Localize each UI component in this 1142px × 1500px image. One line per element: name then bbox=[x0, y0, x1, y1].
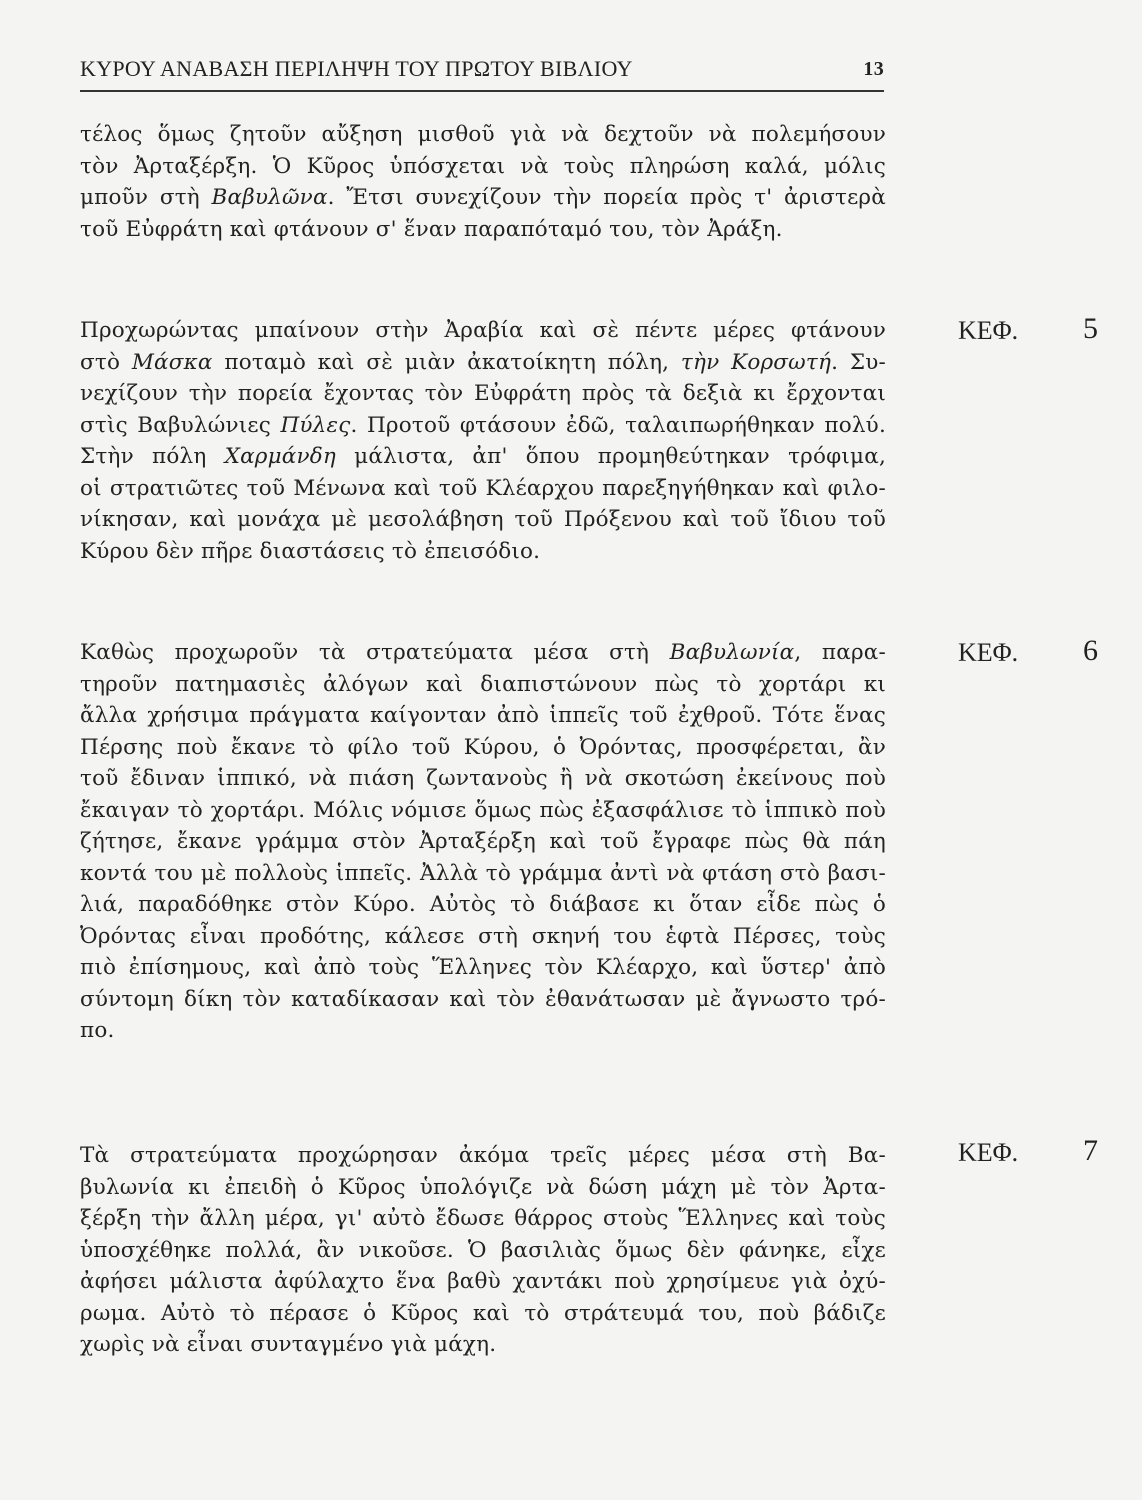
text-run: ξέρξη τὴν ἄλλη μέρα, γι' αὐτὸ ἔδωσε θάρρος στοὺς Ἕλληνες καὶ τοὺς bbox=[80, 1206, 886, 1231]
text-run: βυλωνία κι ἐπειδὴ ὁ Κῦρος ὑπολόγιζε νὰ δώση μάχη μὲ τὸν Ἀρτα- bbox=[80, 1174, 886, 1200]
text-line bbox=[80, 637, 886, 669]
text-run: ρωμα. Αὐτὸ τὸ πέρασε ὁ Κῦρος καὶ τὸ στράτευμά του, ποὺ βάδιζε bbox=[80, 1300, 886, 1326]
italic-term: τὴν Κορσωτή bbox=[680, 349, 832, 375]
text-run: τοῦ ἔδιναν ἱππικό, νὰ πιάση ζωντανοὺς ἢ νὰ σκοτώση ἐκείνους ποὺ bbox=[80, 766, 886, 791]
text-run: ποταμὸ καὶ σὲ μιὰν ἀκατοίκητη πόλη, bbox=[212, 349, 681, 375]
text-line bbox=[80, 1235, 886, 1267]
text-line bbox=[80, 921, 886, 953]
text-line bbox=[80, 763, 886, 795]
text-run: Στὴν πόλη bbox=[80, 444, 225, 469]
text-line bbox=[80, 347, 886, 379]
text-run: Προχωρώντας μπαίνουν στὴν Ἀραβία καὶ σὲ πέντε μέρες φτάνουν bbox=[80, 318, 886, 343]
text-line bbox=[80, 151, 886, 183]
text-run: ὑποσχέθηκε πολλά, ἂν νικοῦσε. Ὁ βασιλιὰς ὅμως δὲν φάνηκε, εἶχε bbox=[80, 1237, 886, 1263]
text-line bbox=[80, 1015, 886, 1047]
text-run: πο. bbox=[80, 1018, 115, 1043]
text-run: , παρα- bbox=[794, 640, 886, 665]
text-run: κοντά του μὲ πολλοὺς ἱππεῖς. Ἀλλὰ τὸ γράμμα ἀντὶ νὰ φτάση στὸ βασι- bbox=[80, 860, 886, 886]
text-line bbox=[80, 378, 886, 410]
text-line bbox=[80, 669, 886, 701]
text-line bbox=[80, 1172, 886, 1204]
text-run: Κύρου δὲν πῆρε διαστάσεις τὸ ἐπεισόδιο. bbox=[80, 538, 541, 564]
text-line bbox=[80, 858, 886, 890]
chapter-number: 5 bbox=[1083, 312, 1098, 345]
text-run: τὸν Ἀρταξέρξη. Ὁ Κῦρος ὑπόσχεται νὰ τοὺς πληρώση καλά, μόλις bbox=[80, 153, 886, 179]
text-line bbox=[80, 795, 886, 827]
text-run: πιὸ ἐπίσημους, καὶ ἀπὸ τοὺς Ἕλληνες τὸν Κλέαρχο, καὶ ὕστερ' ἀπὸ bbox=[80, 955, 886, 980]
text-line bbox=[80, 952, 886, 984]
italic-term: Βαβυλωνία bbox=[669, 640, 795, 665]
text-line bbox=[80, 182, 886, 214]
text-run: νίκησαν, καὶ μονάχα μὲ μεσολάβηση τοῦ Πρόξενου καὶ τοῦ ἴδιου τοῦ bbox=[80, 507, 886, 532]
text-run: ἀφήσει μάλιστα ἀφύλαχτο ἕνα βαθὺ χαντάκι ποὺ χρησίμευε γιὰ ὀχύ- bbox=[80, 1269, 886, 1294]
chapter-label: ΚΕΦ. bbox=[958, 1138, 1019, 1167]
page-number: 13 bbox=[863, 58, 884, 80]
text-line bbox=[80, 473, 886, 505]
chapter-number: 6 bbox=[1083, 634, 1098, 667]
text-run: μποῦν στὴ bbox=[80, 185, 212, 210]
text-line bbox=[80, 536, 886, 568]
paragraph-3 bbox=[80, 637, 886, 1047]
italic-term: Πύλες bbox=[280, 412, 351, 438]
text-run: στὸ bbox=[80, 349, 132, 375]
text-line bbox=[80, 119, 886, 151]
text-run: τηροῦν πατημασιὲς ἀλόγων καὶ διαπιστώνουν πὼς τὸ χορτάρι κι bbox=[80, 671, 886, 697]
text-run: . Προτοῦ φτάσουν ἐδῶ, ταλαιπωρήθηκαν πολύ. bbox=[350, 412, 886, 438]
text-line bbox=[80, 214, 886, 246]
paragraph-2 bbox=[80, 315, 886, 567]
text-run: Τὰ στρατεύματα προχώρησαν ἀκόμα τρεῖς μέρες μέσα στὴ Βα- bbox=[80, 1143, 886, 1168]
chapter-label: ΚΕΦ. bbox=[958, 638, 1019, 667]
text-run: Καθὼς προχωροῦν τὰ στρατεύματα μέσα στὴ bbox=[80, 640, 670, 665]
text-line bbox=[80, 504, 886, 536]
chapter-label: ΚΕΦ. bbox=[958, 316, 1019, 345]
chapter-number: 7 bbox=[1083, 1134, 1098, 1167]
paragraph-1 bbox=[80, 119, 886, 245]
text-line bbox=[80, 410, 886, 442]
text-line bbox=[80, 441, 886, 473]
text-run: τοῦ Εὐφράτη καὶ φτάνουν σ' ἕναν παραπόταμό του, τὸν Ἀράξη. bbox=[80, 216, 783, 242]
header-title: ΚΥΡΟΥ ΑΝΑΒΑΣΗ ΠΕΡΙΛΗΨΗ ΤΟΥ ΠΡΩΤΟΥ ΒΙΒΛΙΟΥ bbox=[80, 56, 633, 81]
paragraph-4 bbox=[80, 1140, 886, 1361]
text-run: σύντομη δίκη τὸν καταδίκασαν καὶ τὸν ἐθανάτωσαν μὲ ἄγνωστο τρό- bbox=[80, 986, 886, 1012]
text-run: ἄλλα χρήσιμα πράγματα καίγονταν ἀπὸ ἱππεῖς τοῦ ἐχθροῦ. Τότε ἕνας bbox=[80, 703, 886, 728]
text-run: Πέρσης ποὺ ἔκανε τὸ φίλο τοῦ Κύρου, ὁ Ὀρόντας, προσφέρεται, ἂν bbox=[80, 734, 886, 760]
text-run: μάλιστα, ἀπ' ὅπου προμηθεύτηκαν τρόφιμα, bbox=[336, 444, 886, 469]
text-line bbox=[80, 700, 886, 732]
text-run: . Ἔτσι συνεχίζουν τὴν πορεία πρὸς τ' ἀριστερὰ bbox=[327, 185, 886, 210]
text-line bbox=[80, 1298, 886, 1330]
text-line bbox=[80, 1203, 886, 1235]
text-line bbox=[80, 826, 886, 858]
text-run: οἱ στρατιῶτες τοῦ Μένωνα καὶ τοῦ Κλέαρχου παρεξηγήθηκαν καὶ φιλο- bbox=[80, 475, 886, 501]
text-run: ἔκαιγαν τὸ χορτάρι. Μόλις νόμισε ὅμως πὼς ἐξασφάλισε τὸ ἱππικὸ ποὺ bbox=[80, 797, 886, 823]
text-line bbox=[80, 889, 886, 921]
text-line bbox=[80, 732, 886, 764]
text-run: στὶς Βαβυλώνιες bbox=[80, 412, 281, 438]
text-line bbox=[80, 1329, 886, 1361]
text-line bbox=[80, 315, 886, 347]
text-run: λιά, παραδόθηκε στὸν Κύρο. Αὐτὸς τὸ διάβασε κι ὅταν εἶδε πὼς ὁ bbox=[80, 892, 886, 917]
text-run: . Συ- bbox=[831, 349, 886, 375]
text-run: τέλος ὅμως ζητοῦν αὔξηση μισθοῦ γιὰ νὰ δεχτοῦν νὰ πολεμήσουν bbox=[80, 122, 886, 147]
text-line bbox=[80, 1140, 886, 1172]
italic-term: Μάσκα bbox=[131, 349, 213, 375]
text-line bbox=[80, 1266, 886, 1298]
text-run: χωρὶς νὰ εἶναι συνταγμένο γιὰ μάχη. bbox=[80, 1332, 497, 1357]
italic-term: Βαβυλῶνα bbox=[211, 185, 328, 210]
text-run: νεχίζουν τὴν πορεία ἔχοντας τὸν Εὐφράτη πρὸς τὰ δεξιὰ κι ἔρχονται bbox=[80, 381, 886, 406]
italic-term: Χαρμάνδη bbox=[224, 444, 337, 469]
text-run: ζήτησε, ἔκανε γράμμα στὸν Ἀρταξέρξη καὶ τοῦ ἔγραφε πὼς θὰ πάη bbox=[80, 829, 886, 854]
text-line bbox=[80, 984, 886, 1016]
running-header bbox=[80, 56, 884, 92]
text-run: Ὀρόντας εἶναι προδότης, κάλεσε στὴ σκηνή του ἑφτὰ Πέρσες, τοὺς bbox=[80, 923, 886, 949]
